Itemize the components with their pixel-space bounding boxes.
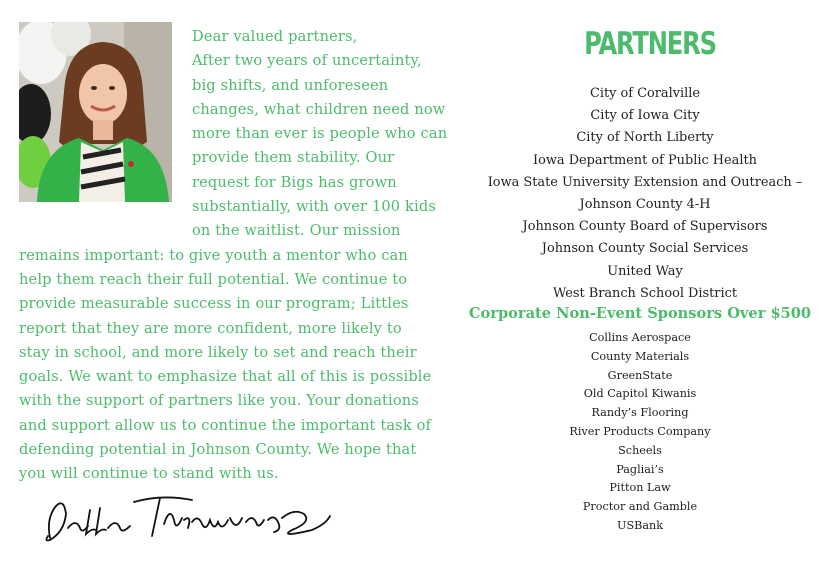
letter-line: After two years of uncertainty, [192,52,422,70]
partners-title: PARTNERS [584,26,716,62]
partner-item: Iowa Department of Public Health [533,152,757,168]
letter-line: request for Bigs has grown [192,173,397,191]
corporate-sponsors-heading: Corporate Non-Event Sponsors Over $500 [468,305,812,322]
sponsor-item: Proctor and Gamble [582,500,698,514]
letter-line: defending potential in Johnson County. We hope that [19,441,417,459]
letter-line: provide measurable success in our program; Littles [19,295,409,313]
sponsor-item: River Products Company [569,424,711,438]
sponsor-item: Pagliai’s [616,462,664,476]
partner-item: Iowa State University Extension and Outreach – [487,174,803,190]
partner-item: Johnson County Board of Supervisors [522,219,768,235]
letter-line: on the waitlist. Our mission [192,222,401,240]
sponsor-item: County Materials [590,349,690,363]
letter-line: and support allow us to continue the important task of [19,416,432,434]
partner-item: Johnson County 4-H [579,197,711,213]
letter-line: remains important: to give youth a mentor who can [19,246,408,264]
sponsor-item: GreenState [607,368,673,382]
partner-item: City of North Liberty [576,130,714,146]
letter-closing: you will continue to stand with us. [19,465,279,483]
letter-line: report that they are more confident, more likely to [19,319,402,337]
sponsor-item: Scheels [618,443,662,457]
partner-item: United Way [607,263,683,279]
partner-item: Johnson County Social Services [541,241,749,257]
sponsor-item: Collins Aerospace [589,331,691,344]
sponsor-item: Pitton Law [609,481,671,495]
letter-salutation: Dear valued partners, [192,28,358,45]
letter-line: help them reach their full potential. We continue to [19,270,408,288]
sponsor-item: Old Capitol Kiwanis [583,387,697,401]
letter-line: with the support of partners like you. Your donations [19,392,419,410]
letter-line: more than ever is people who can [192,125,448,143]
letter-line: stay in school, and more likely to set and reach their [19,343,417,361]
letter-body [19,25,464,487]
letter-line: changes, what children need now [192,100,446,118]
partner-item: West Branch School District [553,285,737,301]
partner-item: City of Iowa City [590,108,700,124]
signature [42,488,332,548]
sponsor-item: USBank [617,518,663,532]
letter-line: big shifts, and unforeseen [192,76,389,94]
partners-list [455,83,835,305]
sponsor-item: Randy’s Flooring [591,406,689,420]
letter-line: goals. We want to emphasize that all of this is possible [19,368,432,386]
letter-line: substantially, with over 100 kids [192,198,436,216]
corporate-sponsors-list [455,329,825,536]
letter-line: provide them stability. Our [192,149,395,167]
partner-item: City of Coralville [589,86,701,101]
